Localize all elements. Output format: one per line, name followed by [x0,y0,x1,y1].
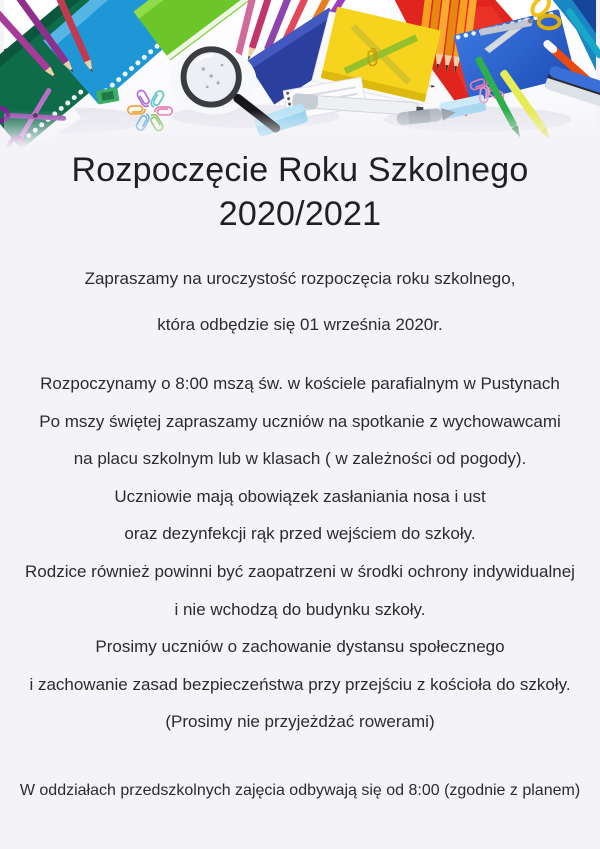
body-line-9: i zachowanie zasad bezpieczeństwa przy przejściu z kościoła do szkoły. [29,674,571,694]
main-paragraph [0,365,600,741]
footer-note: W oddziałach przedszkolnych zajęcia odbywają się od 8:00 (zgodnie z planem) [19,781,581,799]
body-line-7: i nie wchodzą do budynku szkoły. [174,599,426,619]
intro-line-1: Zapraszamy na uroczystość rozpoczęcia roku szkolnego, [84,269,516,288]
title-line-1: Rozpoczęcie Roku Szkolnego [71,151,529,189]
intro-paragraph [0,256,600,348]
body-line-10: (Prosimy nie przyjeżdżać rowerami) [165,712,435,732]
body-line-2: Po mszy świętej zapraszamy uczniów na spotkanie z wychowawcami [39,411,561,431]
page-title [0,148,600,236]
title-line-2: 2020/2021 [218,195,382,233]
body-line-1: Rozpoczynamy o 8:00 mszą św. w kościele parafialnym w Pustynach [40,374,560,393]
intro-line-2: która odbędzie się 01 września 2020r. [157,315,443,334]
body-line-5: oraz dezynfekcji rąk przed wejściem do szkoły. [124,524,476,544]
body-line-4: Uczniowie mają obowiązek zasłaniania nosa i ust [114,486,486,506]
body-line-8: Prosimy uczniów o zachowanie dystansu społecznego [95,637,505,657]
bottom-fade [4,111,596,148]
school-supplies-collage [0,0,600,148]
body-line-6: Rodzice również powinni być zaopatrzeni w środki ochrony indywidualnej [25,561,575,581]
body-line-3: na placu szkolnym lub w klasach ( w zależności od pogody). [73,449,527,469]
